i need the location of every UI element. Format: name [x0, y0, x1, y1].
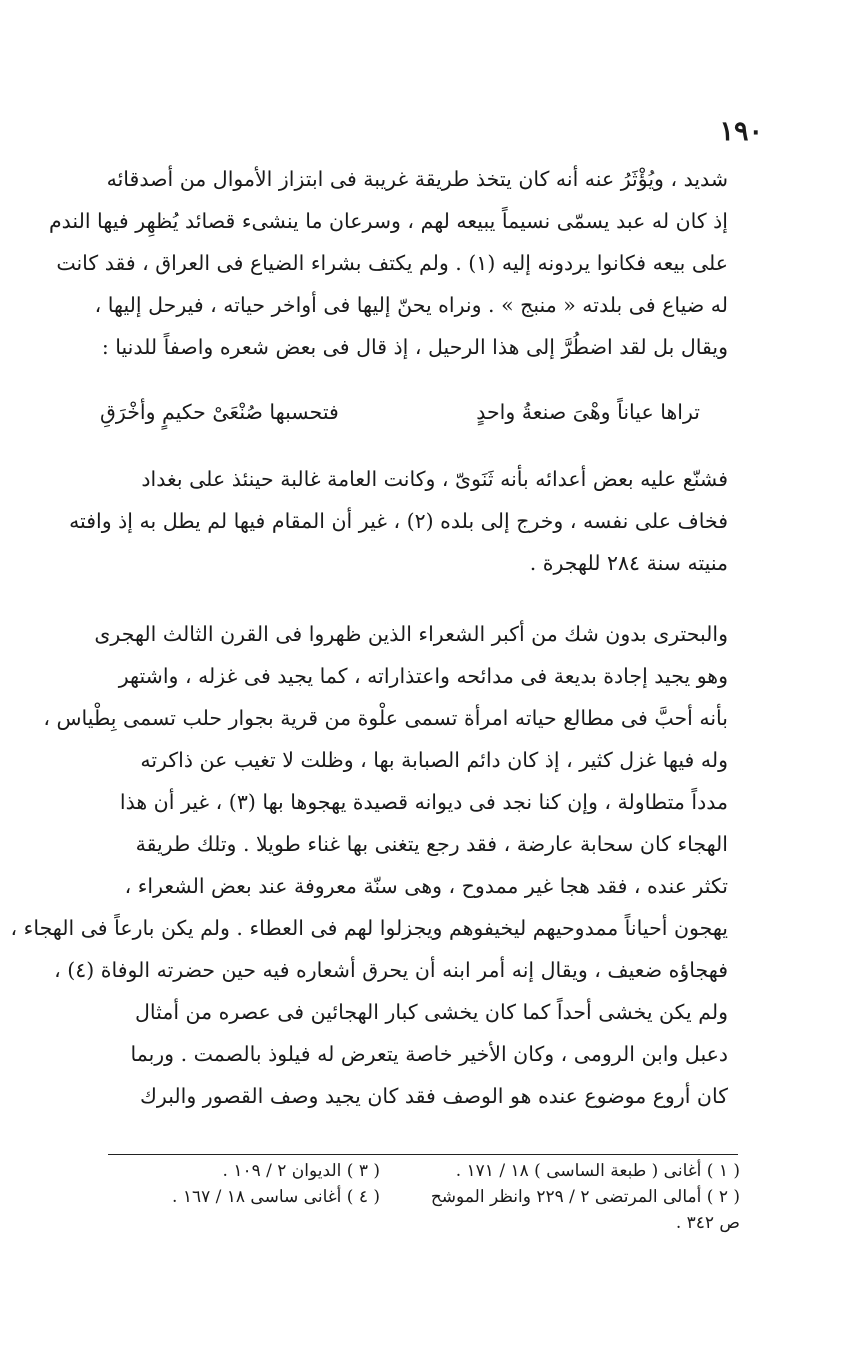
verse-first-hemistich: تراها عياناً وهْىَ صنعةُ واحدٍ [476, 400, 700, 424]
text-line: مدداً متطاولة ، وإن كنا نجد فى ديوانه قصيدة يهجوها بها (٣) ، غير أن هذا [119, 790, 728, 814]
verse-second-hemistich: فتحسبها صُنْعَىْ حكيمٍ وأخْرَقِ [100, 400, 339, 424]
text-line: كان أروع موضوع عنده هو الوصف فقد كان يجيد وصف القصور والبرك [140, 1084, 728, 1108]
text-line: فخاف على نفسه ، وخرج إلى بلده (٢) ، غير أن المقام فيها لم يطل به إذ وافته [69, 509, 728, 533]
text-line: شديد ، ويُؤْثَرُ عنه أنه كان يتخذ طريقة غريبة فى ابتزاز الأموال من أصدقائه [106, 167, 728, 191]
text-line: إذ كان له عبد يسمّى نسيماً يبيعه لهم ، وسرعان ما ينشىء قصائد يُظهِر فيها الندم [48, 209, 728, 233]
footnote-divider [108, 1154, 738, 1155]
paragraph-3 [10, 613, 728, 1117]
text-line: وهو يجيد إجادة بديعة فى مدائحه واعتذاراته ، كما يجيد فى غزله ، واشتهر [118, 664, 728, 688]
text-line: والبحترى بدون شك من أكبر الشعراء الذين ظهروا فى القرن الثالث الهجرى [94, 622, 728, 646]
poetry-verse [100, 392, 700, 432]
text-line: دعبل وابن الرومى ، وكان الأخير خاصة يتعرض له فيلوذ بالصمت . وربما [130, 1042, 728, 1066]
footnote-2: ( ٢ ) أمالى المرتضى ٢ / ٢٢٩ وانظر الموشح [430, 1187, 740, 1207]
text-line: يهجون أحياناً ممدوحيهم ليخيفوهم ويجزلوا لهم فى العطاء . ولم يكن بارعاً فى الهجاء ، [10, 916, 728, 940]
footnote-3: ( ٣ ) الديوان ٢ / ١٠٩ . [222, 1161, 380, 1181]
paragraph-1 [48, 158, 728, 368]
text-line: ويقال بل لقد اضطُرَّ إلى هذا الرحيل ، إذ قال فى بعض شعره واصفاً للدنيا : [101, 335, 728, 359]
text-line: فشنّع عليه بعض أعدائه بأنه ثَنَوىّ ، وكانت العامة غالبة حينئذ على بغداد [141, 467, 728, 491]
text-line: بأنه أحبَّ فى مطالع حياته امرأة تسمى علْوة من قرية بجوار حلب تسمى بِطْياس ، [43, 706, 728, 730]
text-line: الهجاء كان سحابة عارضة ، فقد رجع يتغنى بها غناء طويلا . وتلك طريقة [135, 832, 728, 856]
text-line: ولم يكن يخشى أحداً كما كان يخشى كبار الهجائين فى عصره من أمثال [135, 1000, 728, 1024]
footnote-row [120, 1158, 740, 1184]
footnote-4: ( ٤ ) أغانى ساسى ١٨ / ١٦٧ . [172, 1187, 380, 1207]
text-line: وله فيها غزل كثير ، إذ كان دائم الصبابة بها ، وظلت لا تغيب عن ذاكرته [140, 748, 728, 772]
text-line: منيته سنة ٢٨٤ للهجرة . [529, 551, 728, 575]
text-line: تكثر عنده ، فقد هجا غير ممدوح ، وهى سنّة معروفة عند بعض الشعراء ، [124, 874, 728, 898]
text-line: على بيعه فكانوا يردونه إليه (١) . ولم يكتف بشراء الضياع فى العراق ، فقد كانت [56, 251, 728, 275]
footnote-2-continuation: ص ٣٤٢ . [675, 1213, 740, 1233]
page-number: ١٩٠ [719, 116, 763, 147]
footnotes [120, 1158, 740, 1236]
footnote-row [120, 1210, 740, 1236]
text-line: له ضياع فى بلدته « منبج » . ونراه يحنّ إليها فى أواخر حياته ، فيرحل إليها ، [94, 293, 728, 317]
footnote-1: ( ١ ) أغانى ( طبعة الساسى ) ١٨ / ١٧١ . [455, 1161, 740, 1181]
text-line: فهجاؤه ضعيف ، ويقال إنه أمر ابنه أن يحرق أشعاره فيه حين حضرته الوفاة (٤) ، [54, 958, 728, 982]
paragraph-2 [68, 458, 728, 584]
footnote-row [120, 1184, 740, 1210]
